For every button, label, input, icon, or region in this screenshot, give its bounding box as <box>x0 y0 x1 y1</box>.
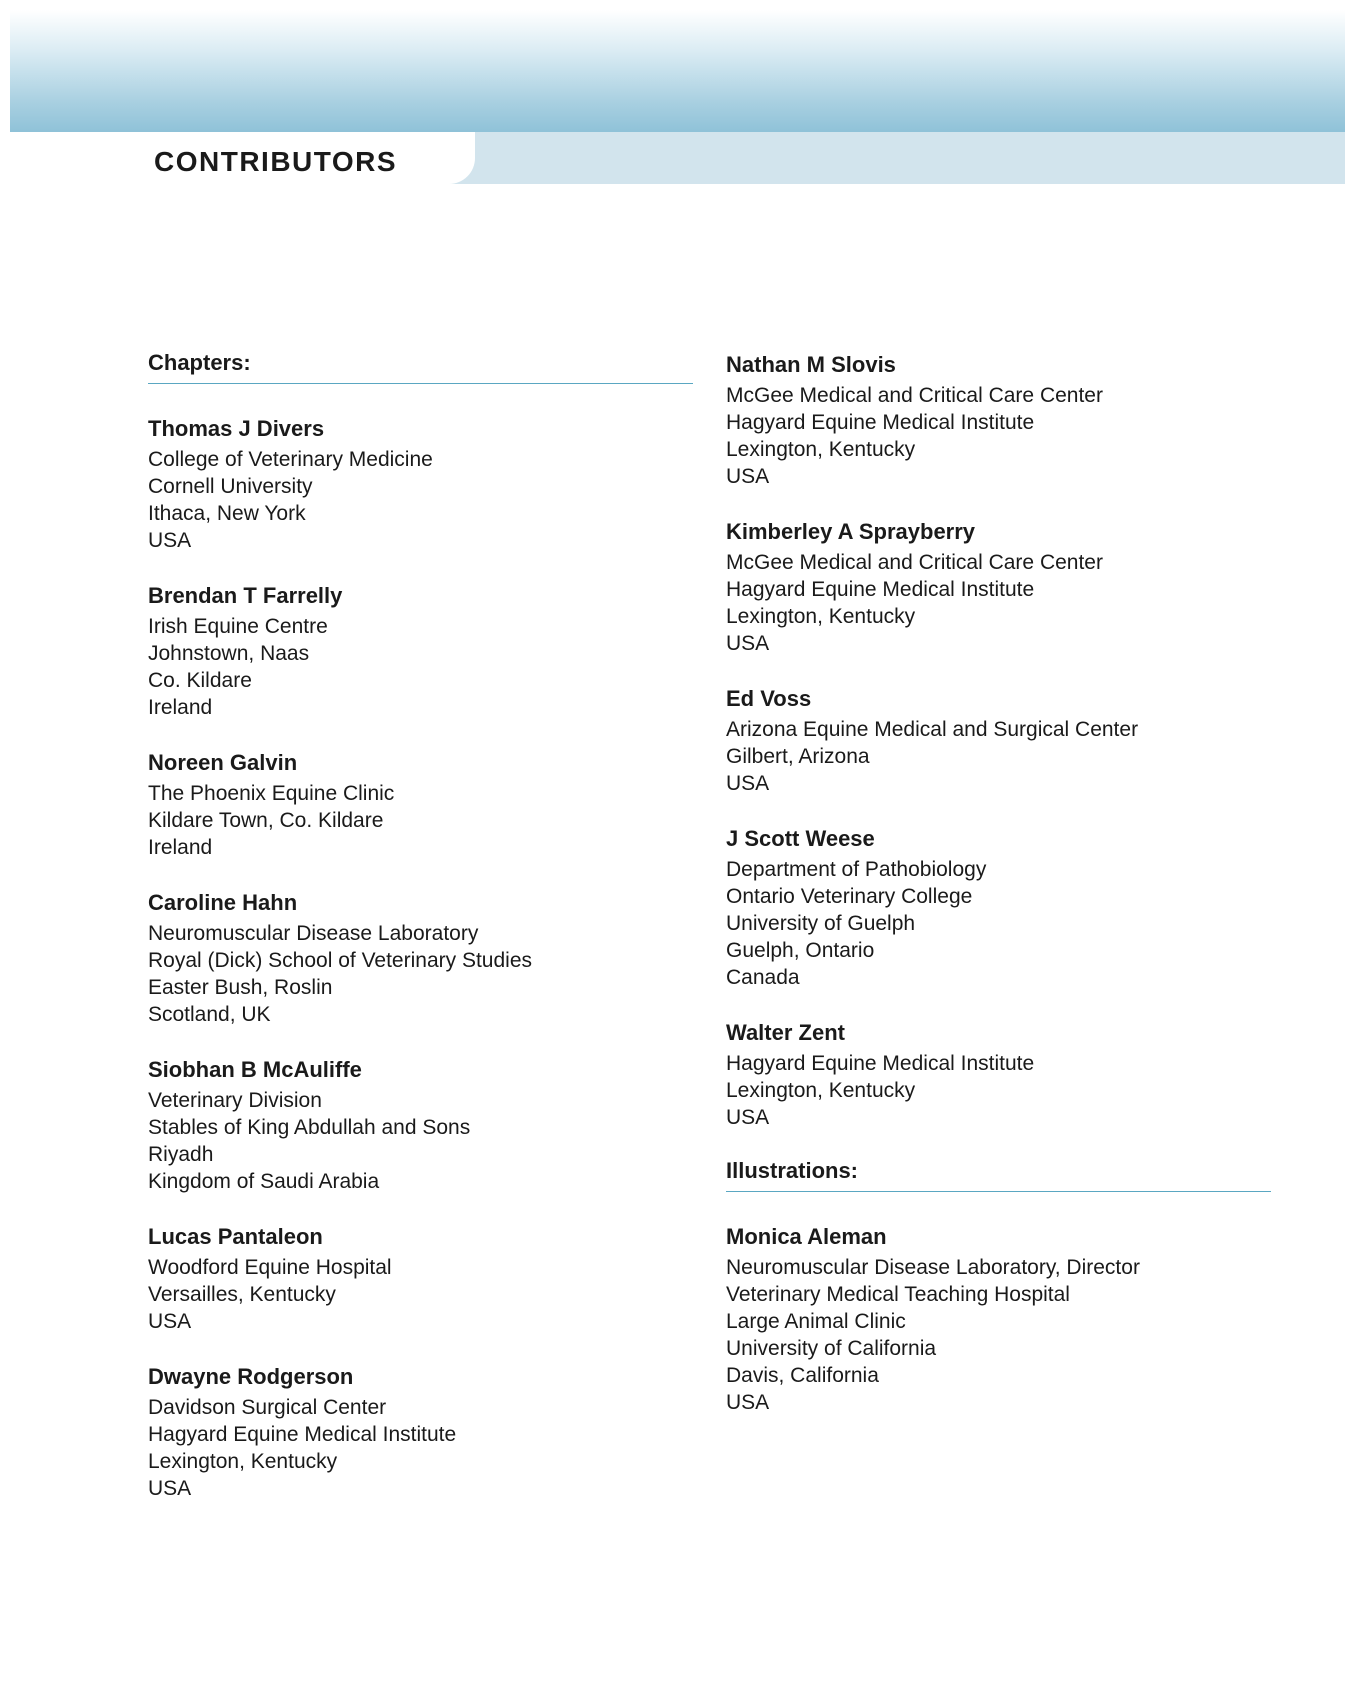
contributor-affiliation-line: Hagyard Equine Medical Institute <box>148 1423 457 1446</box>
chapters-contributor-list-continued <box>726 350 1271 1131</box>
page-title: CONTRIBUTORS <box>154 146 398 177</box>
contributor-affiliation-line: Davis, California <box>726 1364 879 1387</box>
contributor-entry <box>726 517 1271 657</box>
contributor-affiliation-line: Johnstown, Naas <box>148 642 310 665</box>
contributor-entry <box>726 824 1271 991</box>
contributor-affiliation-line: Neuromuscular Disease Laboratory <box>148 922 479 945</box>
illustrations-heading: Illustrations: <box>726 1158 1271 1192</box>
contributor-name: Walter Zent <box>726 1020 845 1045</box>
contributor-affiliation-line: Neuromuscular Disease Laboratory, Director <box>726 1256 1140 1279</box>
contributor-entry <box>148 414 693 554</box>
contributor-affiliation-line: Ireland <box>148 696 213 719</box>
contributor-entry <box>148 1222 693 1335</box>
contributor-affiliation-line: USA <box>726 1106 770 1129</box>
contributor-affiliation-line: Irish Equine Centre <box>148 615 328 638</box>
contributor-affiliation-line: Hagyard Equine Medical Institute <box>726 578 1035 601</box>
contributor-affiliation-line: USA <box>148 1477 192 1500</box>
contributor-name: J Scott Weese <box>726 826 875 851</box>
contributor-affiliation-line: USA <box>148 1310 192 1333</box>
contributor-affiliation-line: Ithaca, New York <box>148 502 306 525</box>
contributor-affiliation-line: Arizona Equine Medical and Surgical Center <box>726 718 1139 741</box>
chapters-contributor-list <box>148 414 693 1502</box>
contributor-name: Nathan M Slovis <box>726 352 896 377</box>
contributor-affiliation-line: McGee Medical and Critical Care Center <box>726 551 1103 574</box>
contributor-affiliation-line: College of Veterinary Medicine <box>148 448 433 471</box>
contributor-entry <box>148 1055 693 1195</box>
contributor-affiliation-line: Woodford Equine Hospital <box>148 1256 392 1279</box>
contributor-entry <box>148 581 693 721</box>
chapters-heading: Chapters: <box>148 350 693 384</box>
contributor-affiliation-line: Hagyard Equine Medical Institute <box>726 1052 1035 1075</box>
contributor-entry <box>148 888 693 1028</box>
contributor-name: Ed Voss <box>726 686 812 711</box>
contributor-name: Dwayne Rodgerson <box>148 1364 354 1389</box>
contributor-name: Monica Aleman <box>726 1224 887 1249</box>
contributor-entry <box>726 684 1271 797</box>
contributor-entry <box>726 350 1271 490</box>
contributor-affiliation-line: Lexington, Kentucky <box>726 438 916 461</box>
contributor-name: Caroline Hahn <box>148 890 298 915</box>
contributor-affiliation-line: Guelph, Ontario <box>726 939 875 962</box>
left-column <box>148 350 693 1529</box>
contributor-affiliation-line: USA <box>726 1391 770 1414</box>
contributor-affiliation-line: Royal (Dick) School of Veterinary Studies <box>148 949 532 972</box>
contributor-name: Thomas J Divers <box>148 416 325 441</box>
contributor-entry <box>148 1362 693 1502</box>
contributor-name: Lucas Pantaleon <box>148 1224 323 1249</box>
contributor-affiliation-line: Kildare Town, Co. Kildare <box>148 809 384 832</box>
contributor-affiliation-line: Hagyard Equine Medical Institute <box>726 411 1035 434</box>
contributor-affiliation-line: Veterinary Division <box>148 1089 322 1112</box>
contributor-affiliation-line: USA <box>726 772 770 795</box>
contributor-affiliation-line: McGee Medical and Critical Care Center <box>726 384 1103 407</box>
contributor-name: Noreen Galvin <box>148 750 298 775</box>
contributor-affiliation-line: Lexington, Kentucky <box>148 1450 338 1473</box>
contributor-affiliation-line: Davidson Surgical Center <box>148 1396 387 1419</box>
contributor-affiliation-line: Gilbert, Arizona <box>726 745 870 768</box>
contributor-affiliation-line: Easter Bush, Roslin <box>148 976 333 999</box>
header-banner <box>10 10 1345 133</box>
contributor-affiliation-line: Veterinary Medical Teaching Hospital <box>726 1283 1070 1306</box>
contributor-affiliation-line: Scotland, UK <box>148 1003 271 1026</box>
contributor-affiliation-line: USA <box>726 465 770 488</box>
contributor-affiliation-line: Kingdom of Saudi Arabia <box>148 1170 380 1193</box>
contributor-affiliation-line: University of Guelph <box>726 912 916 935</box>
contributor-affiliation-line: Versailles, Kentucky <box>148 1283 336 1306</box>
contributor-entry <box>726 1018 1271 1131</box>
contributor-affiliation-line: USA <box>148 529 192 552</box>
contributor-affiliation-line: Department of Pathobiology <box>726 858 987 881</box>
contributor-affiliation-line: Stables of King Abdullah and Sons <box>148 1116 471 1139</box>
contributor-affiliation-line: Ontario Veterinary College <box>726 885 973 908</box>
contributor-affiliation-line: The Phoenix Equine Clinic <box>148 782 395 805</box>
contributor-affiliation-line: Cornell University <box>148 475 313 498</box>
contributor-name: Brendan T Farrelly <box>148 583 343 608</box>
contributor-affiliation-line: Lexington, Kentucky <box>726 605 916 628</box>
contributor-affiliation-line: Lexington, Kentucky <box>726 1079 916 1102</box>
contributor-affiliation-line: USA <box>726 632 770 655</box>
contributor-affiliation-line: Ireland <box>148 836 213 859</box>
right-column <box>726 350 1271 1443</box>
contributor-affiliation-line: Large Animal Clinic <box>726 1310 906 1333</box>
contributor-entry <box>726 1222 1271 1416</box>
contributor-entry <box>148 748 693 861</box>
contributor-name: Siobhan B McAuliffe <box>148 1057 362 1082</box>
contributor-affiliation-line: Riyadh <box>148 1143 214 1166</box>
contributor-name: Kimberley A Sprayberry <box>726 519 976 544</box>
contributor-affiliation-line: Co. Kildare <box>148 669 252 692</box>
illustrations-contributor-list <box>726 1222 1271 1416</box>
contributor-affiliation-line: University of California <box>726 1337 937 1360</box>
contributor-affiliation-line: Canada <box>726 966 800 989</box>
